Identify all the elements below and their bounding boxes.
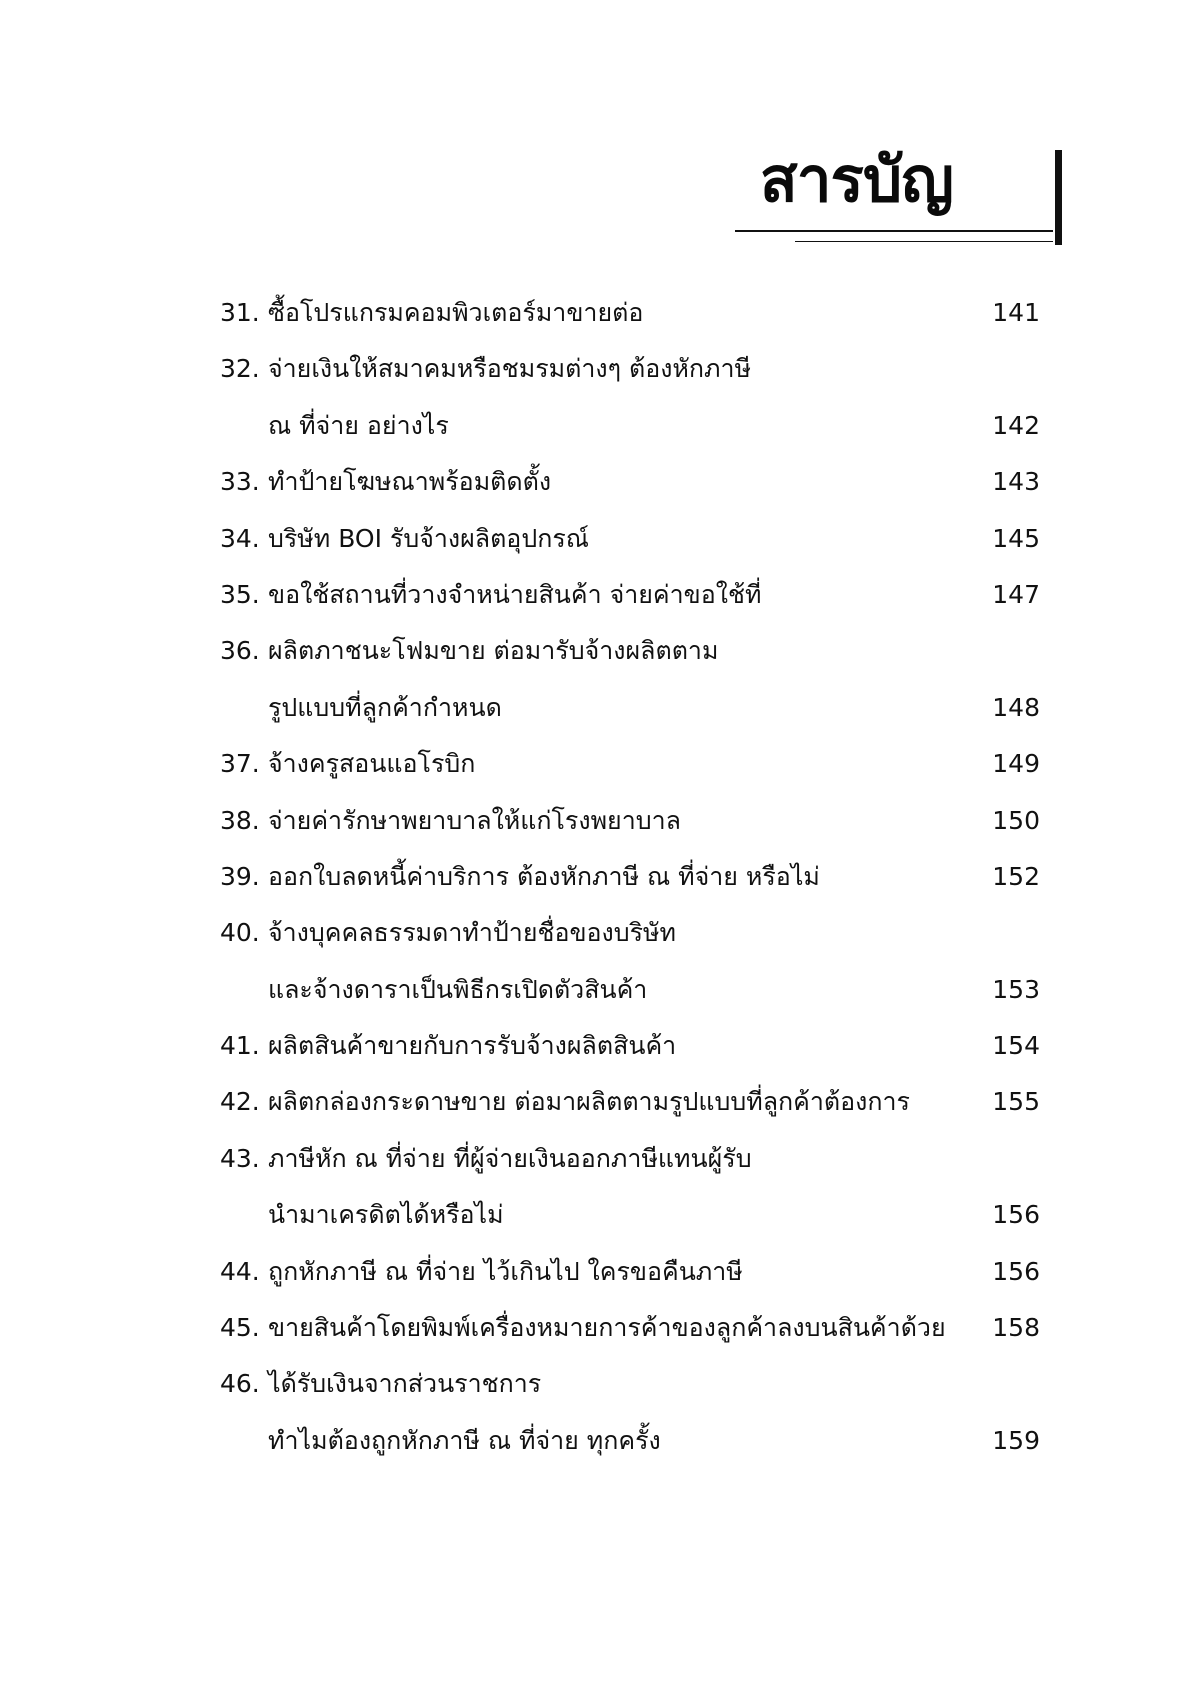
entry-page: 143 [992,467,1040,497]
entry-number: 38. [220,805,260,835]
toc-line [220,1300,1040,1356]
toc-line [220,1018,1040,1074]
entry-title: จ้างบุคคลธรรมดาทำป้ายชื่อของบริษัท [268,918,677,948]
entry-title: ขายสินค้าโดยพิมพ์เครื่องหมายการค้าของลูกค้าลงบนสินค้าด้วย [268,1313,946,1343]
toc-line [220,511,1040,567]
title-underline-top [735,230,1053,232]
entry-number: 32. [220,354,260,384]
entry-page: 156 [992,1256,1040,1286]
toc-line [220,1074,1040,1130]
toc-line [220,1244,1040,1300]
toc-line [220,680,1040,736]
toc-line [220,398,1040,454]
entry-number: 40. [220,918,260,948]
entry-number: 36. [220,636,260,666]
entry-title: นำมาเครดิตได้หรือไม่ [268,1200,504,1230]
page-title: สารบัญ [759,143,953,216]
toc-line [220,285,1040,341]
table-of-contents [220,285,1040,1469]
entry-title: ทำไมต้องถูกหักภาษี ณ ที่จ่าย ทุกครั้ง [268,1425,661,1455]
entry-number: 46. [220,1369,260,1399]
entry-page: 153 [992,974,1040,1004]
title-accent-bar [1055,150,1062,245]
entry-page: 154 [992,1031,1040,1061]
entry-number: 45. [220,1313,260,1343]
entry-title: ได้รับเงินจากส่วนราชการ [268,1369,542,1399]
title-underline-bottom [795,241,1053,242]
entry-page: 149 [992,749,1040,779]
entry-number: 44. [220,1256,260,1286]
toc-line [220,567,1040,623]
entry-number: 37. [220,749,260,779]
entry-title: ผลิตสินค้าขายกับการรับจ้างผลิตสินค้า [268,1031,677,1061]
entry-title: ภาษีหัก ณ ที่จ่าย ที่ผู้จ่ายเงินออกภาษีแทนผู้รับ [268,1143,752,1173]
entry-number: 42. [220,1087,260,1117]
entry-page: 147 [992,579,1040,609]
entry-page: 148 [992,692,1040,722]
toc-line [220,1356,1040,1412]
toc-line [220,454,1040,510]
entry-page: 141 [992,298,1040,327]
toc-line [220,849,1040,905]
entry-page: 155 [992,1087,1040,1117]
entry-title: รูปแบบที่ลูกค้ากำหนด [268,692,502,722]
entry-title: ผลิตกล่องกระดาษขาย ต่อมาผลิตตามรูปแบบที่ลูกค้าต้องการ [268,1087,910,1117]
entry-page: 150 [992,805,1040,835]
entry-number: 31. [220,298,260,327]
entry-page: 159 [992,1425,1040,1455]
toc-line [220,962,1040,1018]
toc-line [220,1131,1040,1187]
entry-title: ณ ที่จ่าย อย่างไร [268,410,449,440]
entry-page: 158 [992,1313,1040,1343]
toc-line [220,1413,1040,1469]
entry-title: บริษัท BOI รับจ้างผลิตอุปกรณ์ [268,523,589,553]
entry-title: ออกใบลดหนี้ค่าบริการ ต้องหักภาษี ณ ที่จ่าย หรือไม่ [268,861,820,891]
entry-title: ผลิตภาชนะโฟมขาย ต่อมารับจ้างผลิตตาม [268,636,719,666]
entry-number: 33. [220,467,260,497]
entry-title: ถูกหักภาษี ณ ที่จ่าย ไว้เกินไป ใครขอคืนภาษี [268,1256,743,1286]
entry-page: 152 [992,861,1040,891]
toc-line [220,1187,1040,1243]
entry-number: 39. [220,861,260,891]
entry-page: 156 [992,1200,1040,1230]
toc-line [220,623,1040,679]
entry-title: และจ้างดาราเป็นพิธีกรเปิดตัวสินค้า [268,974,648,1004]
entry-number: 41. [220,1031,260,1061]
toc-line [220,793,1040,849]
toc-line [220,736,1040,792]
entry-title: ขอใช้สถานที่วางจำหน่ายสินค้า จ่ายค่าขอใช้ที่ [268,579,762,609]
entry-number: 43. [220,1143,260,1173]
entry-page: 142 [992,410,1040,440]
entry-number: 35. [220,579,260,609]
entry-number: 34. [220,523,260,553]
entry-title: จ่ายเงินให้สมาคมหรือชมรมต่างๆ ต้องหักภาษี [268,354,752,384]
toc-line [220,905,1040,961]
entry-title: จ้างครูสอนแอโรบิก [268,749,476,779]
entry-title: ทำป้ายโฆษณาพร้อมติดตั้ง [268,467,552,497]
toc-line [220,341,1040,397]
toc-header [0,0,1181,260]
entry-title: จ่ายค่ารักษาพยาบาลให้แก่โรงพยาบาล [268,805,681,835]
entry-title: ซื้อโปรแกรมคอมพิวเตอร์มาขายต่อ [268,298,644,327]
entry-page: 145 [992,523,1040,553]
